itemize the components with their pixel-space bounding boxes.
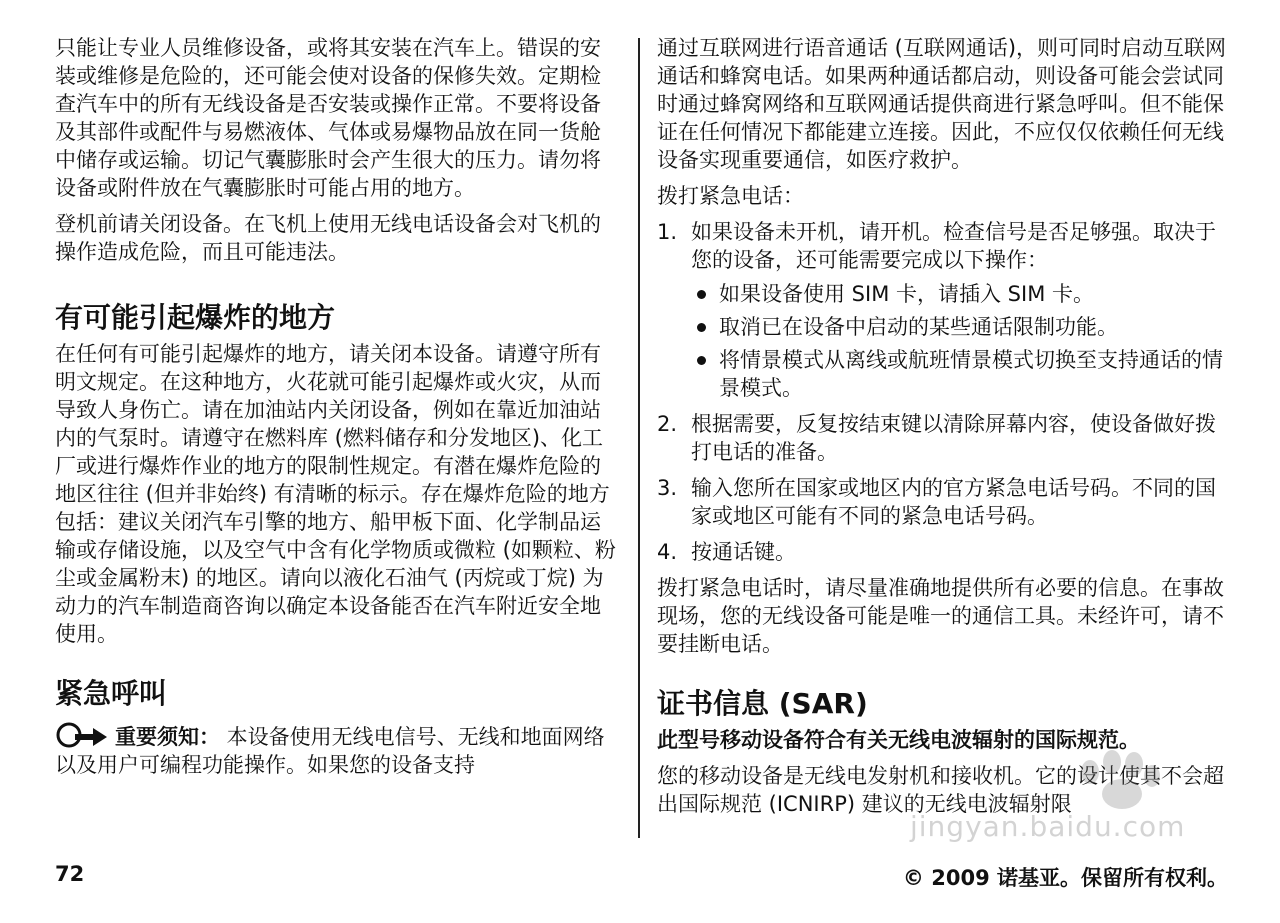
list-item — [657, 410, 1232, 466]
column-divider — [638, 38, 640, 838]
important-note-icon — [55, 722, 111, 750]
right-column — [657, 34, 1232, 826]
step-text: 按通话键。 — [691, 540, 796, 564]
paragraph-aircraft: 登机前请关闭设备。在飞机上使用无线电话设备会对飞机的操作造成危险，而且可能违法。 — [55, 212, 601, 264]
list-item — [657, 474, 1232, 530]
step-number: 2. — [657, 412, 678, 436]
watermark-text: jingyan.baidu.com — [910, 810, 1186, 843]
bullet-list — [691, 280, 1232, 402]
sar-compliance: 此型号移动设备符合有关无线电波辐射的国际规范。 — [657, 728, 1140, 752]
step-text: 根据需要，反复按结束键以清除屏幕内容，使设备做好拨打电话的准备。 — [691, 412, 1216, 464]
list-item — [657, 218, 1232, 402]
paragraph-explosive-areas: 在任何有可能引起爆炸的地方，请关闭本设备。请遵守所有明文规定。在这种地方，火花就可能引起爆炸或火灾，从而导致人身伤亡。请在加油站内关闭设备，例如在靠近加油站内的气泵时。请遵守在燃料库 (燃料储存和分发地区)、化工厂或进行爆炸作业的地方的限制性规定。有潜在爆炸危险的地区往往 (但并非始终) 有清晰的标示。存在爆炸危险的地方包括：建议关闭汽车引擎的地方、船甲板下面、化学制品运输或存储设施，以及空气中含有化学物质或微粒 (如颗粒、粉尘或金属粉末) 的地区。请向以液化石油气 (丙烷或丁烷) 为动力的汽车制造商咨询以确定本设备能否在汽车附近安全地使用。 — [55, 342, 616, 646]
paragraph-vehicle-safety: 只能让专业人员维修设备，或将其安装在汽车上。错误的安装或维修是危险的，还可能会使对设备的保修失效。定期检查汽车中的所有无线设备是否安装或操作正常。不要将设备及其部件或配件与易燃液体、气体或易爆物品放在同一货舱中储存或运输。切记气囊膨胀时会产生很大的压力。请勿将设备或附件放在气囊膨胀时可能占用的地方。 — [55, 36, 601, 200]
copyright: © 2009 诺基亚。保留所有权利。 — [902, 866, 1228, 890]
call-intro: 拨打紧急电话： — [657, 184, 804, 208]
heading-sar: 证书信息 (SAR) — [657, 687, 868, 720]
paragraph-internet-calls: 通过互联网进行语音通话 (互联网通话)，则可同时启动互联网通话和蜂窝电话。如果两种通话都启动，则设备可能会尝试同时通过蜂窝网络和互联网通话提供商进行紧急呼叫。但不能保证在任何情况下都能建立连接。因此，不应仅仅依赖任何无线设备实现重要通信，如医疗救护。 — [657, 36, 1227, 172]
left-column — [55, 34, 620, 787]
important-notice — [55, 722, 620, 779]
page-number: 72 — [55, 862, 85, 886]
list-item: 如果设备使用 SIM 卡，请插入 SIM 卡。 — [691, 280, 1232, 308]
notice-label: 重要须知： — [115, 725, 220, 749]
heading-explosive-areas: 有可能引起爆炸的地方 — [55, 301, 336, 334]
emergency-steps-list — [657, 218, 1232, 566]
paragraph-call-info: 拨打紧急电话时，请尽量准确地提供所有必要的信息。在事故现场，您的无线设备可能是唯一的通信工具。未经许可，请不要挂断电话。 — [657, 576, 1224, 656]
list-item — [657, 538, 1232, 566]
paragraph-sar: 您的移动设备是无线电发射机和接收机。它的设计使其不会超出国际规范 (ICNIRP) 建议的无线电波辐射限 — [657, 764, 1224, 816]
heading-emergency-calls: 紧急呼叫 — [55, 677, 168, 710]
step-text: 如果设备未开机，请开机。检查信号是否足够强。取决于您的设备，还可能需要完成以下操作： — [691, 220, 1216, 272]
list-item: 取消已在设备中启动的某些通话限制功能。 — [691, 313, 1232, 341]
step-number: 4. — [657, 540, 678, 564]
list-item: 将情景模式从离线或航班情景模式切换至支持通话的情景模式。 — [691, 346, 1232, 402]
notice-text: 本设备使用无线电信号、无线和地面网络以及用户可编程功能操作。如果您的设备支持 — [55, 725, 605, 777]
step-number: 3. — [657, 476, 678, 500]
step-number: 1. — [657, 220, 678, 244]
step-text: 输入您所在国家或地区内的官方紧急电话号码。不同的国家或地区可能有不同的紧急电话号码。 — [691, 476, 1216, 528]
